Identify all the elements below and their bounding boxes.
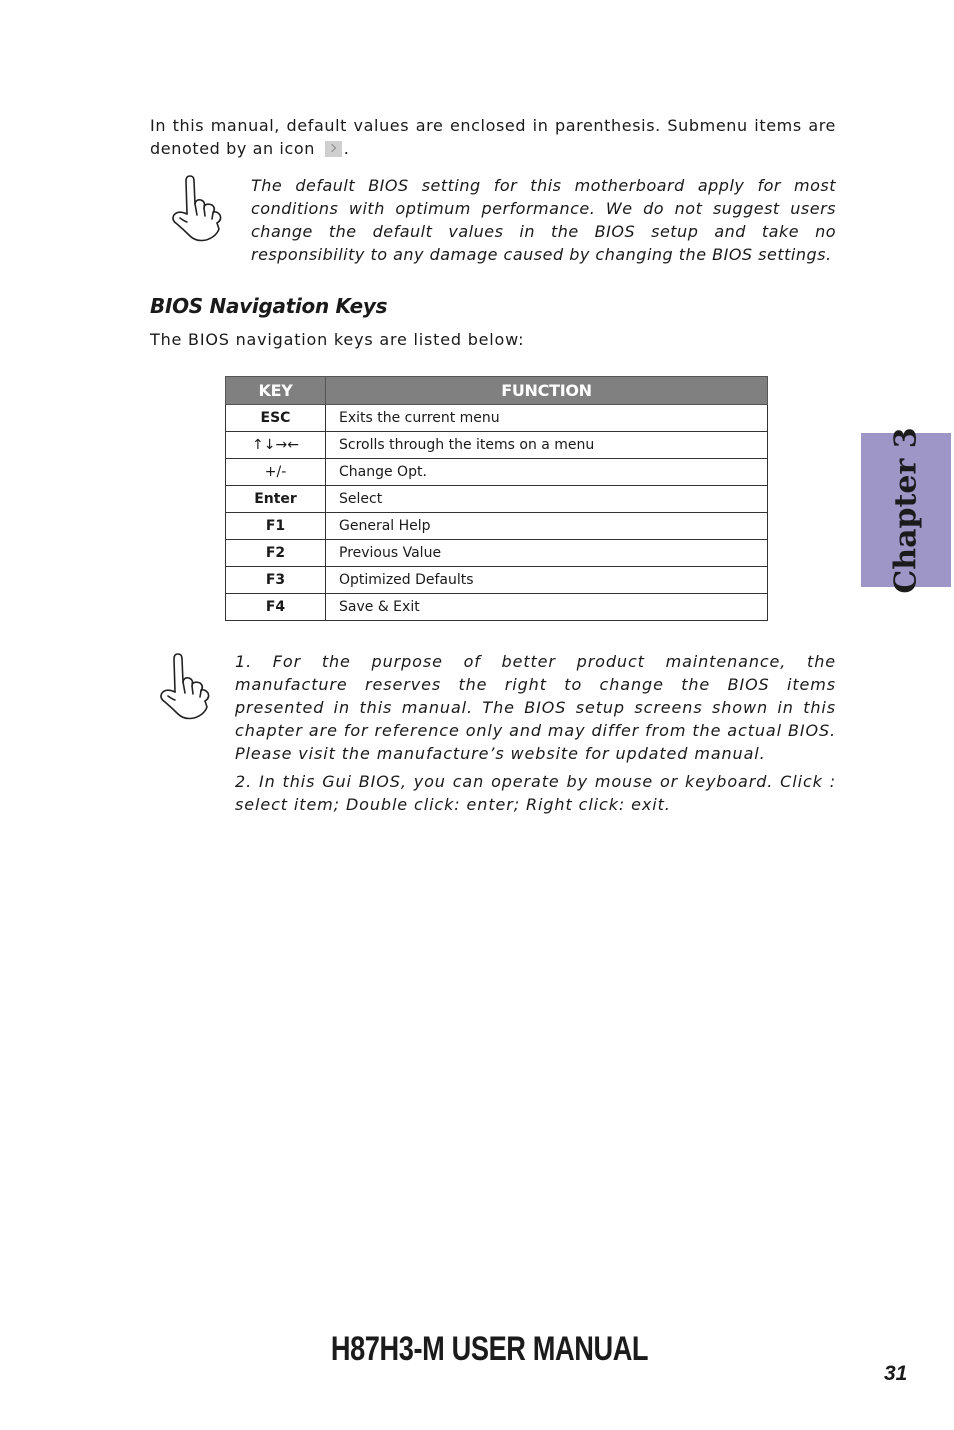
table-header-row	[226, 377, 768, 405]
function-cell: Save & Exit	[326, 594, 768, 621]
table-row	[226, 567, 768, 594]
pointing-hand-icon	[154, 652, 216, 724]
table-row	[226, 405, 768, 432]
pointing-hand-icon	[166, 174, 228, 246]
header-function: FUNCTION	[326, 377, 768, 405]
function-cell: Previous Value	[326, 540, 768, 567]
submenu-arrow-icon	[325, 141, 342, 157]
note-default-settings: The default BIOS setting for this motherboard apply for most conditions with optimum performance. We do not suggest users change the default values in the BIOS setup and take no responsibility to any damage caused by changing the BIOS settings.	[251, 176, 836, 264]
intro-text-end: .	[343, 139, 350, 158]
function-cell: Change Opt.	[326, 459, 768, 486]
key-cell: +/-	[226, 459, 326, 486]
key-cell: ESC	[226, 405, 326, 432]
chapter-tab	[861, 426, 951, 594]
key-cell: F3	[226, 567, 326, 594]
key-cell: F4	[226, 594, 326, 621]
table-row	[226, 513, 768, 540]
function-cell: General Help	[326, 513, 768, 540]
header-key: KEY	[226, 377, 326, 405]
table-row	[226, 459, 768, 486]
key-cell: Enter	[226, 486, 326, 513]
intro-text: In this manual, default values are enclosed in parenthesis. Submenu items are denoted by an icon	[150, 116, 836, 158]
footer-manual-title: H87H3-M USER MANUAL	[330, 1330, 649, 1368]
table-row	[226, 594, 768, 621]
function-cell: Scrolls through the items on a menu	[326, 432, 768, 459]
function-cell: Select	[326, 486, 768, 513]
section-lead: The BIOS navigation keys are listed below:	[150, 330, 525, 349]
chapter-label: Chapter 3	[888, 426, 924, 594]
table-row	[226, 432, 768, 459]
page-number: 31	[884, 1362, 908, 1385]
table-row	[226, 486, 768, 513]
function-cell: Exits the current menu	[326, 405, 768, 432]
intro-paragraph	[150, 114, 836, 160]
note-bios-disclaimer	[235, 650, 836, 821]
key-cell: ↑↓→←	[226, 432, 326, 459]
navigation-keys-table	[225, 376, 768, 621]
table-row	[226, 540, 768, 567]
note-paragraph-1: 1. For the purpose of better product maintenance, the manufacture reserves the right to change the BIOS items presented in this manual. The BIOS setup screens shown in this chapter are for reference only and may differ from the actual BIOS. Please visit the manufacture’s website for updated manual.	[235, 652, 836, 763]
section-title: BIOS Navigation Keys	[150, 294, 388, 318]
note-paragraph-2: 2. In this Gui BIOS, you can operate by mouse or keyboard. Click : select item; Double click: enter; Right click: exit.	[235, 772, 836, 814]
key-cell: F1	[226, 513, 326, 540]
function-cell: Optimized Defaults	[326, 567, 768, 594]
key-cell: F2	[226, 540, 326, 567]
